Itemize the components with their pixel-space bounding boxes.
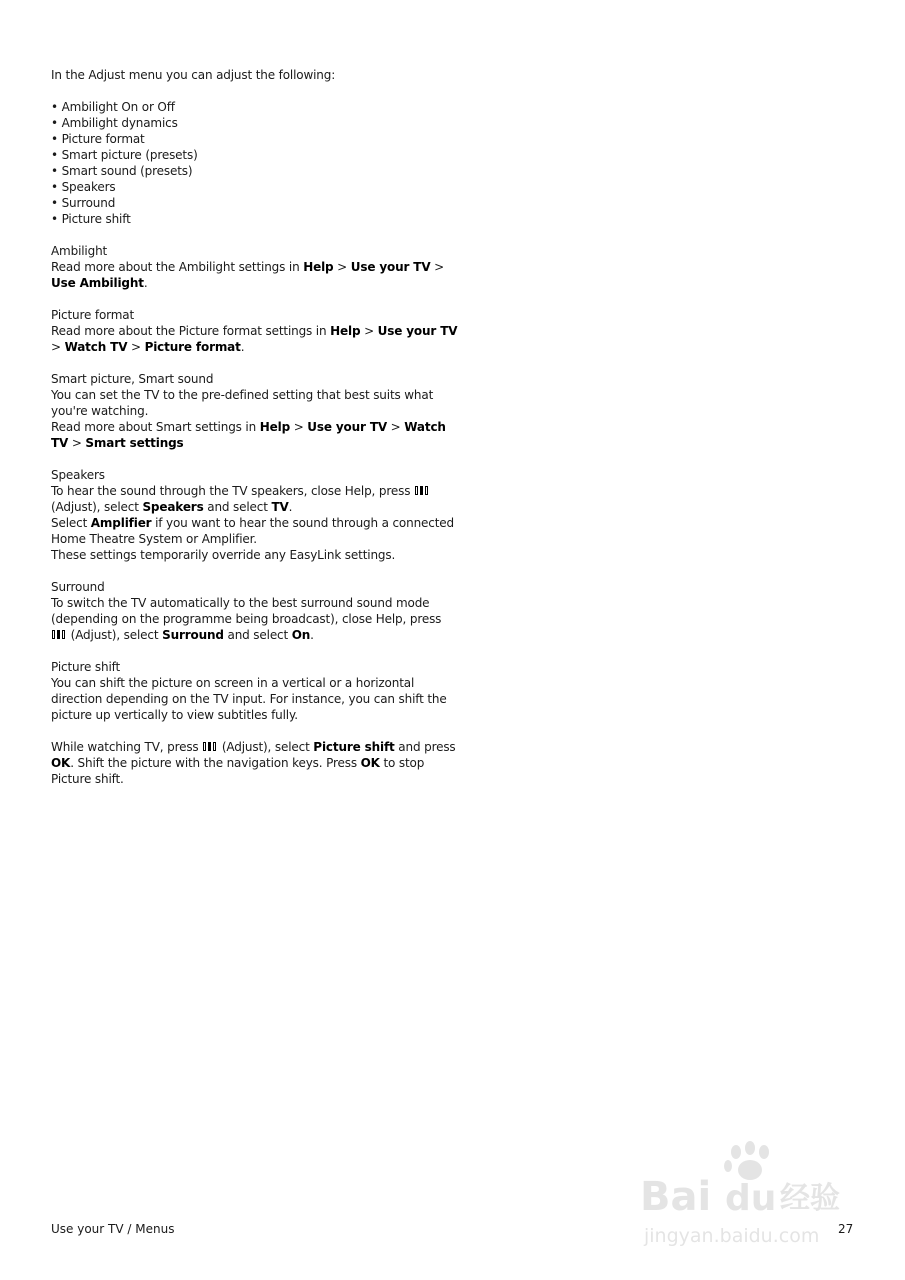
list-item: • Ambilight On or Off	[51, 100, 175, 114]
section-heading: Ambilight	[51, 244, 108, 258]
list-item: • Smart sound (presets)	[51, 164, 193, 178]
paragraph-line: (Adjust), select Surround and select On.	[51, 627, 431, 643]
paragraph-line: (Adjust), select Speakers and select TV.	[51, 500, 293, 514]
list-item: • Smart picture (presets)	[51, 148, 198, 162]
list-item: • Picture shift	[51, 212, 131, 226]
list-item: • Speakers	[51, 180, 116, 194]
section-heading: Picture shift	[51, 660, 121, 674]
paragraph-line: To switch the TV automatically to the best surround sound mode	[51, 596, 430, 610]
adjust-key-icon	[203, 742, 217, 752]
watermark-url: jingyan.baidu.com	[644, 1225, 820, 1247]
picture-format-section	[51, 307, 458, 355]
section-heading: Picture format	[51, 308, 135, 322]
paragraph-line: These settings temporarily override any EasyLink settings.	[51, 548, 396, 562]
paragraph-line: picture up vertically to view subtitles fully.	[51, 708, 298, 722]
paragraph-line: While watching TV, press (Adjust), select Picture shift and press	[51, 740, 456, 754]
paragraph-line: you're watching.	[51, 404, 149, 418]
paragraph-line: > Watch TV > Picture format.	[51, 340, 245, 354]
watermark-brand-2: du	[725, 1178, 777, 1219]
watermark-brand: Bai	[640, 1174, 712, 1220]
section-heading: Smart picture, Smart sound	[51, 372, 214, 386]
speakers-section	[51, 467, 454, 563]
picture-shift-section	[51, 659, 456, 787]
section-heading: Surround	[51, 580, 105, 594]
paragraph-line: TV > Smart settings	[51, 436, 184, 450]
paragraph-line: (depending on the programme being broadcast), close Help, press	[51, 612, 442, 626]
footer-section-label: Use your TV / Menus	[51, 1222, 175, 1236]
adjust-key-icon	[52, 630, 66, 640]
page-number: 27	[838, 1222, 854, 1236]
list-item: • Surround	[51, 196, 116, 210]
page-content	[51, 67, 458, 787]
baidu-watermark	[640, 1140, 855, 1250]
list-item: • Picture format	[51, 132, 145, 146]
smart-section	[51, 371, 446, 451]
intro-text: In the Adjust menu you can adjust the following:	[51, 68, 336, 82]
adjust-key-icon	[415, 486, 429, 496]
paragraph-line: Picture shift.	[51, 772, 124, 786]
paragraph-line: Read more about the Ambilight settings in Help > Use your TV >	[51, 260, 445, 274]
surround-section	[51, 579, 442, 643]
paragraph-line: OK. Shift the picture with the navigation keys. Press OK to stop	[51, 756, 425, 770]
list-item: • Ambilight dynamics	[51, 116, 178, 130]
section-heading: Speakers	[51, 468, 105, 482]
paragraph-line: You can set the TV to the pre-defined setting that best suits what	[51, 388, 434, 402]
paragraph-line: Read more about the Picture format settings in Help > Use your TV	[51, 324, 458, 338]
paragraph-line: Use Ambilight.	[51, 276, 148, 290]
paragraph-line: direction depending on the TV input. For instance, you can shift the	[51, 692, 447, 706]
paragraph-line: You can shift the picture on screen in a vertical or a horizontal	[51, 676, 415, 690]
paragraph-line: To hear the sound through the TV speakers, close Help, press	[51, 483, 431, 499]
ambilight-section	[51, 243, 445, 291]
adjust-list	[51, 99, 431, 227]
paragraph-line: Read more about Smart settings in Help > Use your TV > Watch	[51, 420, 446, 434]
paragraph-line: Home Theatre System or Amplifier.	[51, 532, 257, 546]
paragraph-line: Select Amplifier if you want to hear the sound through a connected	[51, 516, 454, 530]
watermark-cn: 经验	[780, 1181, 840, 1216]
